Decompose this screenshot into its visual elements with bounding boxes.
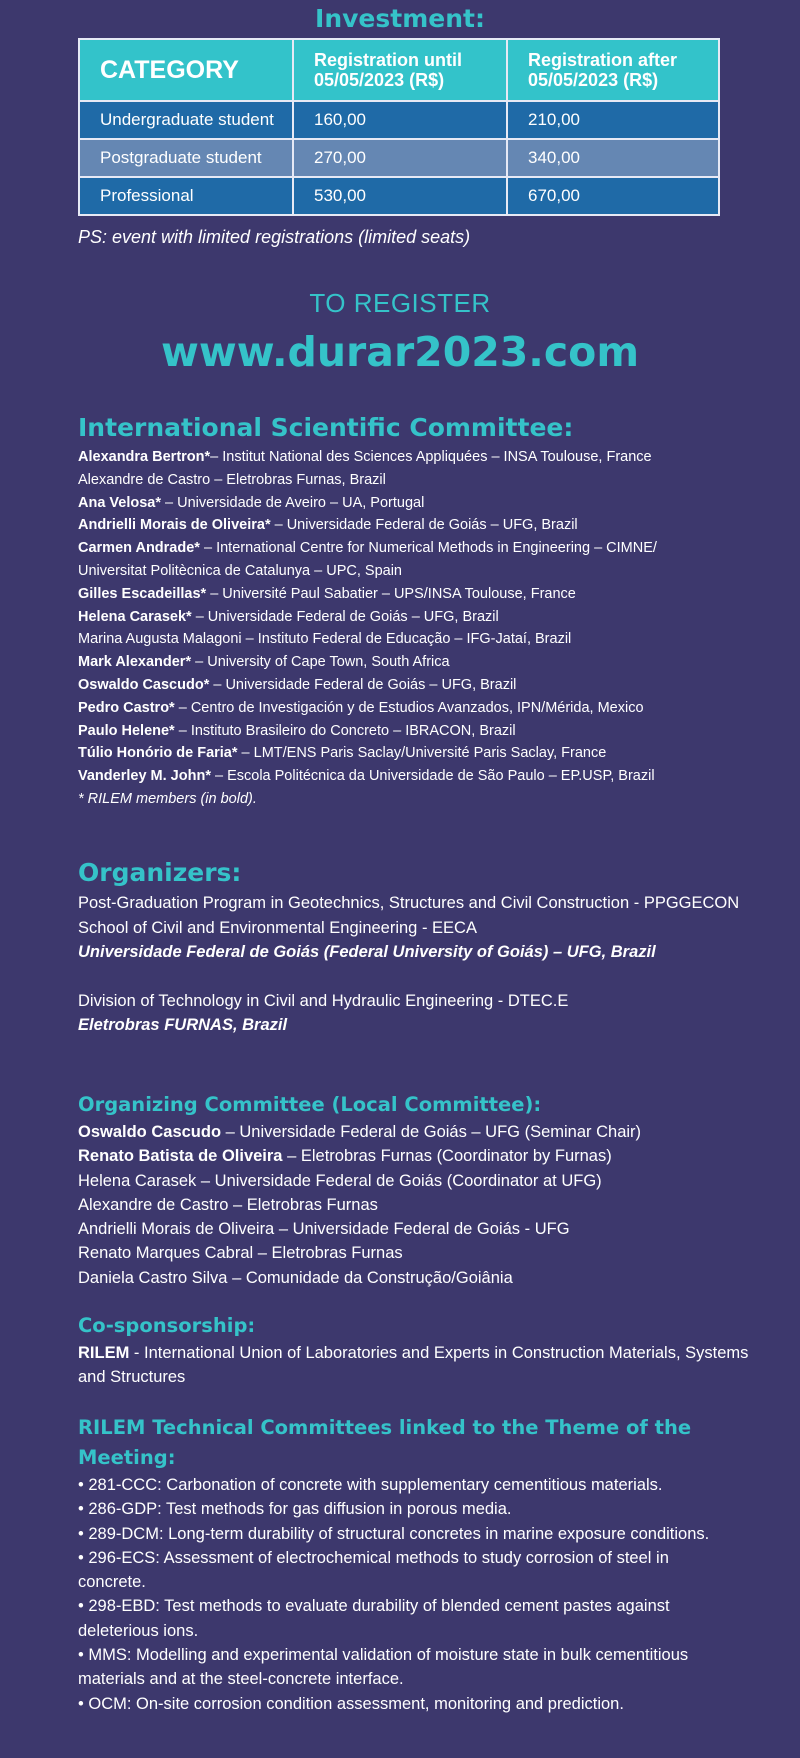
- cell-category: Undergraduate student: [79, 101, 293, 139]
- technical-committee-item: • 289-DCM: Long-term durability of structural concretes in marine exposure conditions.: [78, 1524, 710, 1543]
- member-affiliation: – University of Cape Town, South Africa: [191, 654, 450, 671]
- member-affiliation: – Instituto Brasileiro do Concreto – IBRACON, Brazil: [174, 722, 516, 739]
- header-after: Registration after 05/05/2023 (R$): [507, 39, 719, 101]
- committee-member: [78, 492, 738, 515]
- cosponsorship-title: Co-sponsorship:: [78, 1314, 256, 1337]
- member-name: Vanderley M. John*: [78, 768, 211, 785]
- member-name: Pedro Castro*: [78, 699, 175, 716]
- member-role: – Eletrobras Furnas (Coordinator by Furnas): [282, 1147, 612, 1166]
- technical-committees: [78, 1413, 728, 1716]
- organizing-committee-title: Organizing Committee (Local Committee):: [78, 1093, 542, 1116]
- member-name: Oswaldo Cascudo*: [78, 676, 210, 693]
- organizing-member: [78, 1144, 758, 1168]
- member-role: Renato Marques Cabral – Eletrobras Furnas: [78, 1244, 403, 1263]
- member-name: Oswaldo Cascudo: [78, 1123, 222, 1141]
- cosponsorship-line: [78, 1341, 758, 1390]
- register-label: TO REGISTER: [309, 288, 491, 318]
- cell-after: 670,00: [507, 177, 719, 215]
- committee-member: [78, 765, 738, 788]
- table-header-row: [79, 39, 719, 101]
- committee-member: [78, 583, 738, 606]
- member-name: Gilles Escadeillas*: [78, 585, 207, 602]
- member-affiliation: – Universidade Federal de Goiás – UFG, Brazil: [209, 676, 517, 693]
- committee-member: [78, 720, 738, 743]
- committee-member: [78, 469, 738, 492]
- investment-table: [78, 38, 720, 216]
- committee-member: [78, 674, 738, 697]
- member-affiliation: – International Centre for Numerical Methods in Engineering – CIMNE/: [199, 540, 657, 557]
- organizing-member: [78, 1266, 758, 1290]
- table-row: [79, 101, 719, 139]
- member-role: Andrielli Morais de Oliveira – Universidade Federal de Goiás - UFG: [78, 1220, 570, 1239]
- cell-until: 160,00: [293, 101, 507, 139]
- technical-committee-item: • 286-GDP: Test methods for gas diffusion in porous media.: [78, 1500, 512, 1519]
- rilem-note: * RILEM members (in bold).: [78, 790, 257, 807]
- organizer-line: Post-Graduation Program in Geotechnics, Structures and Civil Construction - PPGGECON: [78, 894, 740, 912]
- table-row: [79, 139, 719, 177]
- organizer-institution: Eletrobras FURNAS, Brazil: [78, 1016, 288, 1034]
- cell-category: Postgraduate student: [79, 139, 293, 177]
- cell-until: 270,00: [293, 139, 507, 177]
- table-row: [79, 177, 719, 215]
- member-affiliation: – Universidade de Aveiro – UA, Portugal: [161, 494, 425, 511]
- technical-committees-list: [78, 1473, 728, 1716]
- organizers: [78, 858, 758, 1038]
- member-affiliation: Universitat Politècnica de Catalunya – UPC, Spain: [78, 562, 402, 579]
- header-until: Registration until 05/05/2023 (R$): [293, 39, 507, 101]
- member-name: Andrielli Morais de Oliveira*: [78, 517, 271, 534]
- member-affiliation: – Centro de Investigación y de Estudios Avanzados, IPN/Mérida, Mexico: [174, 699, 644, 716]
- organizer-institution: Universidade Federal de Goiás (Federal University of Goiás) – UFG, Brazil: [78, 943, 656, 961]
- committee-member: [78, 742, 738, 765]
- member-affiliation: – Universidade Federal de Goiás – UFG, Brazil: [270, 517, 578, 534]
- technical-committee-item: • 281-CCC: Carbonation of concrete with supplementary cementitious materials.: [78, 1476, 663, 1494]
- scientific-committee-list: [78, 446, 738, 788]
- organizing-member: [78, 1193, 758, 1217]
- member-name: Renato Batista de Oliveira: [78, 1147, 283, 1166]
- member-name: Helena Carasek*: [78, 608, 192, 625]
- organizer-line: Division of Technology in Civil and Hydraulic Engineering - DTEC.E: [78, 991, 569, 1010]
- member-name: Paulo Helene*: [78, 722, 175, 739]
- member-affiliation: – Institut National des Sciences Appliquées – INSA Toulouse, France: [210, 449, 652, 465]
- member-affiliation: – LMT/ENS Paris Saclay/Université Paris Saclay, France: [237, 745, 607, 762]
- member-affiliation: – Université Paul Sabatier – UPS/INSA Toulouse, France: [206, 585, 576, 602]
- committee-member: [78, 651, 738, 674]
- member-name: Mark Alexander*: [78, 654, 192, 671]
- scientific-committee-title: International Scientific Committee:: [78, 413, 574, 442]
- committee-member: [78, 537, 738, 560]
- member-affiliation: – Escola Politécnica da Universidade de São Paulo – EP.USP, Brazil: [210, 768, 655, 785]
- technical-committee-item: • 296-ECS: Assessment of electrochemical methods to study corrosion of steel in concrete.: [78, 1548, 669, 1592]
- cosponsorship: [78, 1313, 758, 1390]
- committee-member: [78, 560, 738, 583]
- member-role: – Universidade Federal de Goiás – UFG (Seminar Chair): [221, 1123, 642, 1141]
- member-affiliation: Alexandre de Castro – Eletrobras Furnas, Brazil: [78, 471, 386, 488]
- member-name: Alexandra Bertron*: [78, 449, 211, 465]
- technical-committee-item: • 298-EBD: Test methods to evaluate durability of blended cement pastes against deleterious ions.: [78, 1597, 670, 1640]
- organizing-member: [78, 1169, 758, 1193]
- organizers-title: Organizers:: [78, 858, 242, 887]
- committee-member: [78, 697, 738, 720]
- technical-committee-item: • MMS: Modelling and experimental validation of moisture state in bulk cementitious materials and at the steel-concrete interface.: [78, 1646, 689, 1689]
- organizer-line: School of Civil and Environmental Engineering - EECA: [78, 918, 477, 937]
- technical-committees-title: RILEM Technical Committees linked to the Theme of the Meeting:: [78, 1416, 692, 1469]
- cosponsor-name: RILEM: [78, 1344, 130, 1362]
- cell-category: Professional: [79, 177, 293, 215]
- cell-after: 340,00: [507, 139, 719, 177]
- member-name: Túlio Honório de Faria*: [78, 745, 238, 762]
- organizing-committee: [78, 1092, 758, 1290]
- investment-note: PS: event with limited registrations (limited seats): [78, 227, 471, 247]
- cosponsor-description: - International Union of Laboratories and Experts in Construction Materials, Systems and Structures: [78, 1344, 749, 1387]
- member-name: Carmen Andrade*: [78, 540, 200, 557]
- organizing-member: [78, 1241, 758, 1265]
- member-role: Daniela Castro Silva – Comunidade da Construção/Goiânia: [78, 1268, 513, 1287]
- member-role: Alexandre de Castro – Eletrobras Furnas: [78, 1195, 378, 1214]
- header-category: CATEGORY: [79, 39, 293, 101]
- member-affiliation: – Universidade Federal de Goiás – UFG, Brazil: [191, 608, 499, 625]
- committee-member: [78, 606, 738, 629]
- member-role: Helena Carasek – Universidade Federal de Goiás (Coordinator at UFG): [78, 1171, 602, 1190]
- investment-title: Investment:: [315, 4, 485, 33]
- technical-committee-item: • OCM: On-site corrosion condition assessment, monitoring and prediction.: [78, 1694, 624, 1713]
- committee-member: [78, 514, 738, 537]
- cell-until: 530,00: [293, 177, 507, 215]
- register-link[interactable]: www.durar2023.com: [160, 328, 640, 376]
- organizing-member: [78, 1120, 758, 1144]
- organizing-member: [78, 1217, 758, 1241]
- member-affiliation: Marina Augusta Malagoni – Instituto Federal de Educação – IFG-Jataí, Brazil: [78, 631, 572, 648]
- organizing-committee-list: [78, 1120, 758, 1290]
- committee-member: [78, 446, 738, 469]
- committee-member: [78, 628, 738, 651]
- cell-after: 210,00: [507, 101, 719, 139]
- scientific-committee: [78, 413, 738, 811]
- member-name: Ana Velosa*: [78, 494, 162, 511]
